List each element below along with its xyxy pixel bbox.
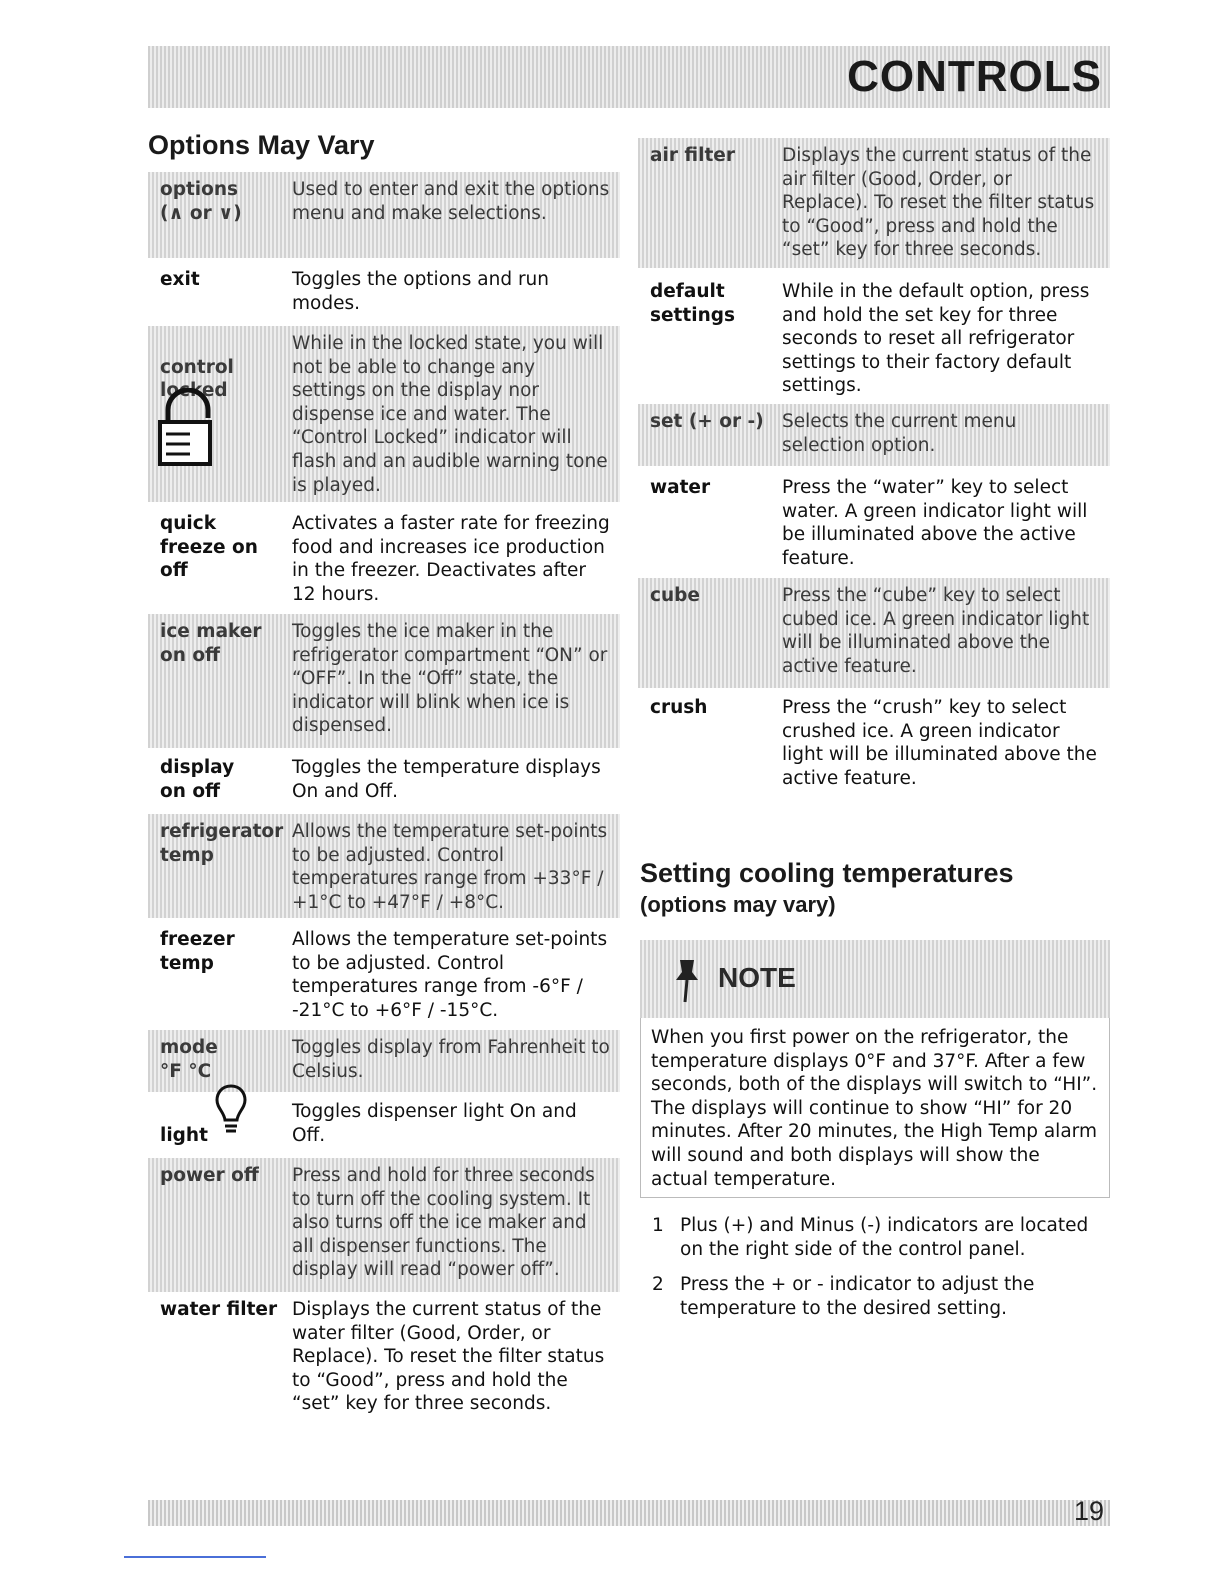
list-item [652, 1273, 1102, 1320]
control-row-water-filter [148, 1298, 620, 1420]
lock-icon [154, 388, 226, 468]
options-heading: Options May Vary [148, 130, 375, 160]
control-desc: Selects the current menu selection option. [782, 411, 1017, 456]
control-term: set (+ or -) [650, 411, 764, 432]
step-text: Plus (+) and Minus (-) indicators are located on the right side of the control panel. [680, 1215, 1089, 1260]
control-term: display on off [160, 757, 235, 802]
control-row-air-filter [638, 138, 1110, 268]
step-number: 2 [652, 1274, 664, 1296]
control-desc: Press and hold for three seconds to turn off the cooling system. It also turns off the ice maker and all dispenser functions. The display will read “power off”. [292, 1165, 595, 1281]
control-term: power off [160, 1165, 259, 1186]
note-label: NOTE [718, 962, 796, 993]
control-desc: Displays the current status of the water filter (Good, Order, or Replace). To reset the filter status to “Good”, press and hold the “set” key for three seconds. [292, 1299, 605, 1415]
light-bulb-icon [214, 1082, 248, 1134]
control-row-exit [148, 268, 620, 320]
control-term: ice maker on off [160, 621, 262, 666]
step-number: 1 [652, 1215, 664, 1236]
note-banner [640, 940, 1110, 1018]
control-row-ice-maker [148, 614, 620, 748]
control-row-control-locked [148, 326, 620, 502]
control-row-water [638, 476, 1110, 574]
control-desc: Activates a faster rate for freezing food and increases ice production in the freezer. Deactivates after 12 hours. [292, 513, 610, 605]
pushpin-icon [670, 956, 704, 1006]
control-desc: Displays the current status of the air filter (Good, Order, or Replace). To reset the filter status to “Good”, press and hold the “set” key for three seconds. [782, 145, 1095, 261]
control-desc: While in the default option, press and hold the set key for three seconds to reset all refrigerator settings to their factory default settings. [782, 281, 1090, 397]
control-row-default-settings [638, 280, 1110, 398]
control-row-power-off [148, 1158, 620, 1292]
page-title: CONTROLS [847, 52, 1102, 101]
list-item [652, 1214, 1102, 1261]
control-term: cube [650, 585, 700, 606]
control-row-set [638, 404, 1110, 466]
footer-bar [148, 1496, 1110, 1526]
control-row-options [148, 172, 620, 258]
control-term: crush [650, 697, 708, 718]
control-row-crush [638, 696, 1110, 796]
control-desc: Toggles the temperature displays On and Off. [292, 757, 601, 802]
control-term: freezer temp [160, 929, 235, 974]
control-desc: Allows the temperature set-points to be adjusted. Control temperatures range from -6°F / -21°C to +6°F / -15°C. [292, 929, 608, 1021]
control-row-refrigerator-temp [148, 814, 620, 918]
control-term [148, 326, 292, 502]
control-term: refrigerator temp [160, 821, 284, 866]
section-subheading: (options may vary) [640, 892, 836, 917]
control-row-freezer-temp [148, 928, 620, 1024]
control-desc: Allows the temperature set-points to be adjusted. Control temperatures range from +33°F / +1°C to +47°F / +8°C. [292, 821, 608, 913]
control-desc: Press the “cube” key to select cubed ice. A green indicator light will be illuminated above the active feature. [782, 585, 1090, 677]
control-row-quick-freeze [148, 512, 620, 608]
control-desc: Press the “crush” key to select crushed ice. A green indicator light will be illuminated above the active feature. [782, 697, 1097, 789]
control-desc: Press the “water” key to select water. A green indicator light will be illuminated above the active feature. [782, 477, 1088, 569]
control-row-cube [638, 578, 1110, 688]
control-desc: Toggles the options and run modes. [292, 269, 550, 314]
steps-list [652, 1214, 1102, 1332]
control-term: water [650, 477, 711, 498]
decorative-divider [124, 1556, 266, 1558]
header-banner [148, 46, 1110, 108]
section-heading: Setting cooling temperatures [640, 858, 1014, 888]
step-text: Press the + or - indicator to adjust the temperature to the desired setting. [680, 1274, 1035, 1319]
page-number: 19 [1073, 1496, 1104, 1526]
control-term [148, 1100, 292, 1150]
control-term: water filter [160, 1299, 278, 1320]
control-term: default settings [650, 281, 736, 326]
control-term-label: control locked [160, 356, 234, 402]
control-row-light [148, 1100, 620, 1150]
control-term: exit [160, 269, 200, 290]
control-desc: Toggles display from Fahrenheit to Celsius. [292, 1037, 610, 1082]
control-row-display [148, 756, 620, 806]
control-term: options (∧ or ∨) [160, 179, 242, 224]
control-term: mode °F °C [160, 1037, 218, 1082]
note-text: When you first power on the refrigerator, the temperature displays 0°F and 37°F. After a few seconds, both of the displays will switch to “HI”. The displays will continue to show “HI” for 20 minutes. After 20 minutes, the High Temp alarm will sound and both displays will show the actual temperature. [640, 1018, 1110, 1198]
control-term: air filter [650, 145, 735, 166]
control-term-label: light [160, 1124, 208, 1146]
control-desc: Toggles dispenser light On and Off. [292, 1101, 577, 1146]
control-desc: Used to enter and exit the options menu and make selections. [292, 179, 610, 224]
control-desc: Toggles the ice maker in the refrigerator compartment “ON” or “OFF”. In the “Off” state, the indicator will blink when ice is dispensed. [292, 621, 608, 737]
control-term: quick freeze on off [160, 513, 258, 582]
control-desc: While in the locked state, you will not be able to change any settings on the display nor dispense ice and water. The “Control Locked” indicator will flash and an audible warning tone is played. [292, 333, 608, 496]
